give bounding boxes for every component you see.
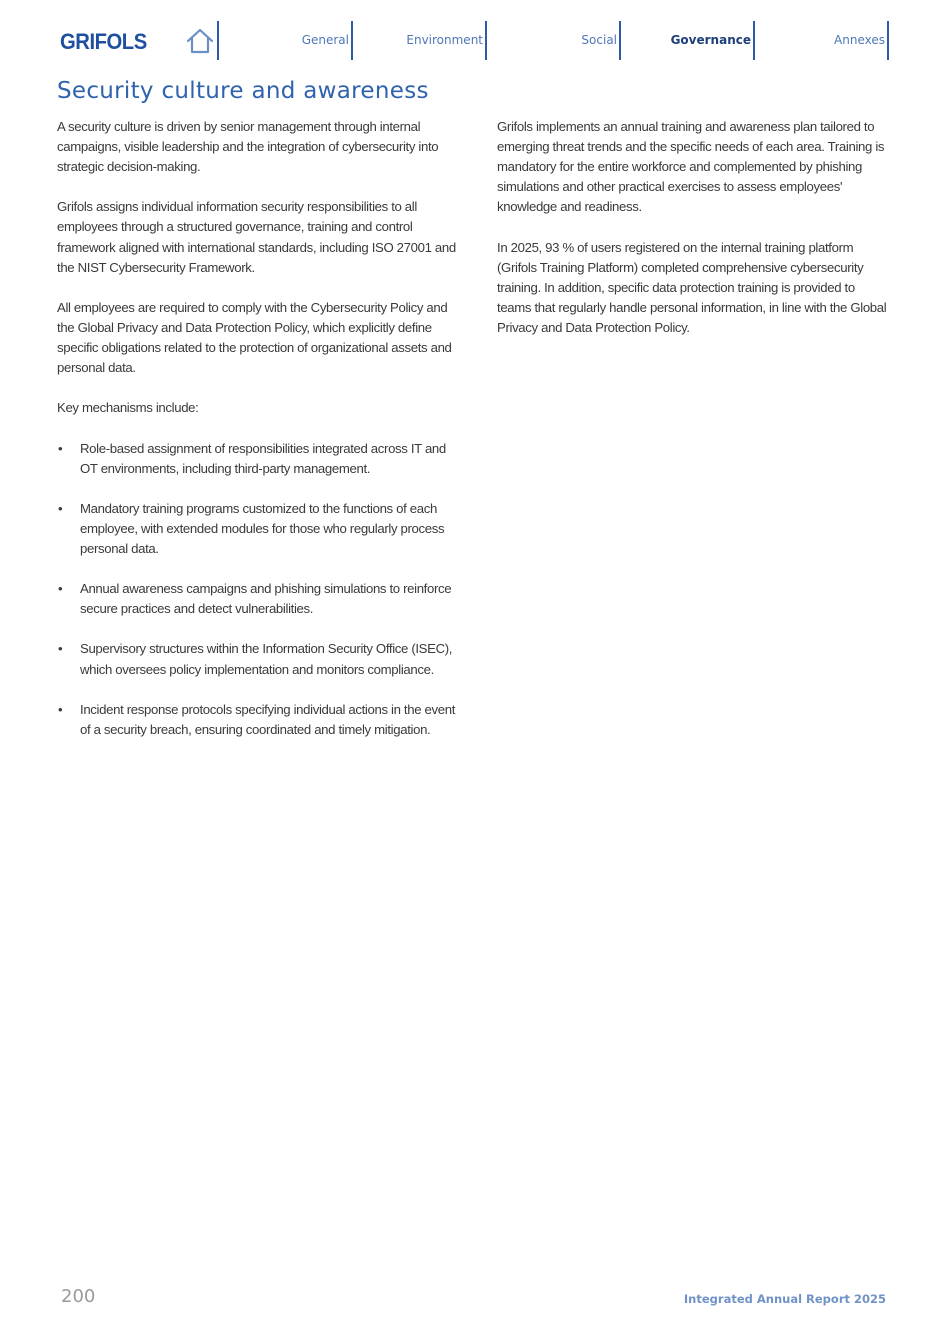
paragraph: Key mechanisms include: bbox=[57, 400, 199, 416]
page-title: Security culture and awareness bbox=[57, 78, 429, 104]
paragraph: All employees are required to comply with the Cybersecurity Policy and the Global Privacy and Data Protection Policy, which explicitly define specific obligations related to the protection of organizational assets and personal data. bbox=[57, 299, 452, 376]
paragraph: In 2025, 93 % of users registered on the internal training platform (Grifols Training Platform) completed comprehensive cybersecurity training. In addition, specific data protection training is provided to teams that regularly handle personal information, in line with the Global Privacy and Data Protection Policy. bbox=[497, 239, 887, 335]
grifols-logo[interactable]: GRIFOLS bbox=[60, 29, 147, 54]
list-item-text: Mandatory training programs customized to the functions of each employee, with extended modules for those who regularly process personal data. bbox=[80, 500, 445, 556]
left-column bbox=[57, 117, 457, 760]
list-item bbox=[57, 639, 457, 679]
paragraph: Grifols implements an annual training and awareness plan tailored to emerging threat trends and the specific needs of each area. Training is mandatory for the entire workforce and complemented by phishing simulations and other practical exercises to assess employees' knowledge and readiness. bbox=[497, 119, 885, 215]
list-item-text: Incident response protocols specifying individual actions in the event of a security breach, ensuring coordinated and timely mitigation. bbox=[80, 701, 456, 737]
nav-divider bbox=[753, 21, 755, 60]
bullet-icon: • bbox=[58, 500, 63, 516]
nav-divider bbox=[887, 21, 889, 60]
list-item-text: Annual awareness campaigns and phishing simulations to reinforce secure practices and detect vulnerabilities. bbox=[80, 581, 452, 617]
bullet-icon: • bbox=[58, 701, 63, 717]
home-icon[interactable] bbox=[185, 27, 215, 55]
nav-divider bbox=[351, 21, 353, 60]
nav-divider bbox=[217, 21, 219, 60]
list-item bbox=[57, 579, 457, 619]
bullet-icon: • bbox=[58, 581, 63, 597]
nav-divider bbox=[485, 21, 487, 60]
mechanisms-list bbox=[57, 439, 457, 740]
nav-tab-governance[interactable]: Governance bbox=[670, 33, 751, 47]
nav-divider bbox=[619, 21, 621, 60]
nav-tab-annexes[interactable]: Annexes bbox=[834, 33, 885, 47]
page-number: 200 bbox=[61, 1286, 96, 1307]
top-navigation bbox=[0, 0, 950, 62]
list-item bbox=[57, 499, 457, 559]
paragraph: Grifols assigns individual information security responsibilities to all employees through a structured governance, training and control framework aligned with international standards, including ISO 27001 and the NIST Cybersecurity Framework. bbox=[57, 199, 456, 275]
nav-tab-environment[interactable]: Environment bbox=[406, 33, 483, 47]
list-item bbox=[57, 439, 457, 479]
report-name: Integrated Annual Report 2025 bbox=[683, 1292, 886, 1306]
nav-tab-social[interactable]: Social bbox=[581, 33, 617, 47]
right-column bbox=[497, 117, 892, 358]
list-item-text: Role-based assignment of responsibilities integrated across IT and OT environments, including third-party management. bbox=[80, 440, 446, 476]
nav-tab-general[interactable]: General bbox=[301, 33, 349, 47]
bullet-icon: • bbox=[58, 641, 63, 657]
list-item bbox=[57, 700, 457, 740]
bullet-icon: • bbox=[58, 440, 63, 456]
paragraph: A security culture is driven by senior management through internal campaigns, visible leadership and the integration of cybersecurity into strategic decision-making. bbox=[57, 119, 439, 175]
list-item-text: Supervisory structures within the Information Security Office (ISEC), which oversees policy implementation and monitors compliance. bbox=[80, 641, 453, 677]
